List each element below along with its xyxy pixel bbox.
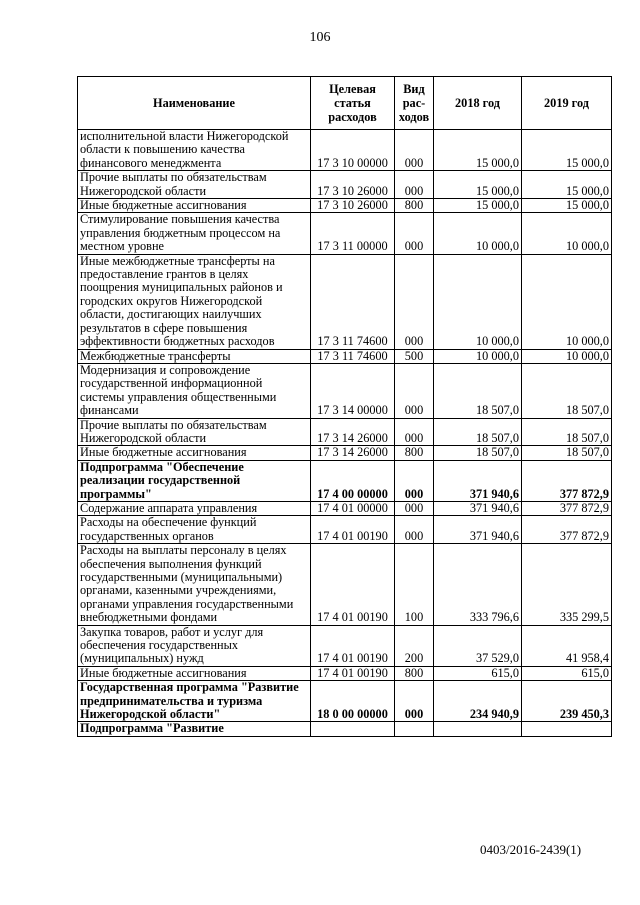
document-code: 0403/2016-2439(1) (480, 842, 582, 857)
cell-code: 17 3 10 26000 (311, 171, 395, 199)
cell-code: 17 3 14 00000 (311, 363, 395, 418)
cell-code (311, 722, 395, 736)
table-row (78, 171, 612, 199)
table-row (78, 418, 612, 446)
cell-code: 17 3 14 26000 (311, 446, 395, 460)
cell-amount-2019: 615,0 (522, 666, 612, 680)
table-row (78, 666, 612, 680)
cell-code: 17 3 11 74600 (311, 254, 395, 349)
header-2018: 2018 год (434, 77, 522, 130)
table-row (78, 722, 612, 736)
cell-amount-2019: 15 000,0 (522, 130, 612, 171)
cell-vid: 500 (395, 349, 434, 363)
header-2019: 2019 год (522, 77, 612, 130)
header-vid: Вид рас-ходов (395, 77, 434, 130)
cell-name: Прочие выплаты по обязательствам Нижегородской области (78, 171, 311, 199)
cell-vid: 000 (395, 501, 434, 515)
cell-amount-2018: 10 000,0 (434, 213, 522, 254)
cell-amount-2019: 41 958,4 (522, 625, 612, 666)
cell-amount-2018: 10 000,0 (434, 349, 522, 363)
cell-amount-2018: 15 000,0 (434, 171, 522, 199)
cell-amount-2018: 18 507,0 (434, 446, 522, 460)
cell-amount-2019: 377 872,9 (522, 516, 612, 544)
cell-name: Закупка товаров, работ и услуг для обеспечения государственных (муниципальных) нужд (78, 625, 311, 666)
cell-code: 17 4 01 00190 (311, 544, 395, 625)
cell-name: Подпрограмма "Развитие (78, 722, 311, 736)
cell-amount-2019: 377 872,9 (522, 460, 612, 501)
table-row (78, 363, 612, 418)
cell-name: Государственная программа "Развитие предпринимательства и туризма Нижегородской области" (78, 681, 311, 722)
cell-amount-2019: 239 450,3 (522, 681, 612, 722)
cell-amount-2018: 234 940,9 (434, 681, 522, 722)
cell-amount-2018: 18 507,0 (434, 418, 522, 446)
table-row (78, 349, 612, 363)
table-row (78, 544, 612, 625)
cell-name: Межбюджетные трансферты (78, 349, 311, 363)
cell-vid: 800 (395, 666, 434, 680)
cell-name: Иные бюджетные ассигнования (78, 666, 311, 680)
cell-vid: 000 (395, 516, 434, 544)
cell-name: Стимулирование повышения качества управления бюджетным процессом на местном уровне (78, 213, 311, 254)
cell-vid: 000 (395, 254, 434, 349)
cell-name: исполнительной власти Нижегородской области к повышению качества финансового менеджмента (78, 130, 311, 171)
cell-name: Иные бюджетные ассигнования (78, 446, 311, 460)
cell-name: Содержание аппарата управления (78, 501, 311, 515)
table-row (78, 130, 612, 171)
page-number: 106 (309, 30, 331, 45)
cell-code: 17 4 01 00190 (311, 666, 395, 680)
cell-amount-2018: 10 000,0 (434, 254, 522, 349)
cell-vid (395, 722, 434, 736)
cell-amount-2019: 10 000,0 (522, 349, 612, 363)
cell-name: Расходы на выплаты персоналу в целях обеспечения выполнения функций государственными (муниципальными) органами, казенными учреждениями, органами управления государственными внебюджетными фондами (78, 544, 311, 625)
cell-name: Иные бюджетные ассигнования (78, 199, 311, 213)
cell-code: 17 3 14 26000 (311, 418, 395, 446)
cell-vid: 800 (395, 446, 434, 460)
cell-vid: 000 (395, 681, 434, 722)
cell-amount-2018: 333 796,6 (434, 544, 522, 625)
header-code: Целевая статья расходов (311, 77, 395, 130)
cell-code: 17 4 01 00190 (311, 516, 395, 544)
cell-vid: 000 (395, 213, 434, 254)
table-row (78, 199, 612, 213)
cell-amount-2018: 18 507,0 (434, 363, 522, 418)
cell-amount-2018: 371 940,6 (434, 501, 522, 515)
cell-amount-2019: 335 299,5 (522, 544, 612, 625)
cell-code: 17 4 01 00000 (311, 501, 395, 515)
cell-amount-2019: 18 507,0 (522, 446, 612, 460)
cell-amount-2019: 18 507,0 (522, 418, 612, 446)
cell-vid: 200 (395, 625, 434, 666)
cell-vid: 000 (395, 418, 434, 446)
cell-amount-2018: 15 000,0 (434, 199, 522, 213)
cell-vid: 800 (395, 199, 434, 213)
cell-code: 17 3 11 74600 (311, 349, 395, 363)
cell-amount-2019: 10 000,0 (522, 213, 612, 254)
cell-amount-2018: 371 940,6 (434, 516, 522, 544)
cell-amount-2018: 615,0 (434, 666, 522, 680)
cell-name: Расходы на обеспечение функций государственных органов (78, 516, 311, 544)
cell-vid: 000 (395, 130, 434, 171)
cell-amount-2019: 377 872,9 (522, 501, 612, 515)
table-header-row (78, 77, 612, 130)
cell-amount-2018 (434, 722, 522, 736)
cell-vid: 000 (395, 460, 434, 501)
cell-amount-2018: 371 940,6 (434, 460, 522, 501)
cell-code: 18 0 00 00000 (311, 681, 395, 722)
cell-amount-2019: 15 000,0 (522, 171, 612, 199)
cell-name: Модернизация и сопровождение государственной информационной системы управления общественными финансами (78, 363, 311, 418)
cell-name: Иные межбюджетные трансферты на предоставление грантов в целях поощрения муниципальных районов и городских округов Нижегородской области, достигающих наилучших результатов в сфере повышения эффективности бюджетных расходов (78, 254, 311, 349)
cell-amount-2019 (522, 722, 612, 736)
cell-vid: 000 (395, 171, 434, 199)
table-row (78, 625, 612, 666)
table-row (78, 516, 612, 544)
header-name: Наименование (78, 77, 311, 130)
cell-code: 17 4 00 00000 (311, 460, 395, 501)
table-row (78, 446, 612, 460)
table-row (78, 681, 612, 722)
cell-vid: 000 (395, 363, 434, 418)
cell-amount-2019: 15 000,0 (522, 199, 612, 213)
cell-code: 17 3 10 26000 (311, 199, 395, 213)
cell-code: 17 4 01 00190 (311, 625, 395, 666)
cell-amount-2019: 18 507,0 (522, 363, 612, 418)
budget-table (77, 76, 612, 737)
cell-amount-2018: 15 000,0 (434, 130, 522, 171)
table-row (78, 254, 612, 349)
cell-name: Подпрограмма "Обеспечение реализации государственной программы" (78, 460, 311, 501)
cell-name: Прочие выплаты по обязательствам Нижегородской области (78, 418, 311, 446)
cell-vid: 100 (395, 544, 434, 625)
table-row (78, 501, 612, 515)
cell-code: 17 3 11 00000 (311, 213, 395, 254)
cell-amount-2018: 37 529,0 (434, 625, 522, 666)
cell-amount-2019: 10 000,0 (522, 254, 612, 349)
cell-code: 17 3 10 00000 (311, 130, 395, 171)
table-row (78, 460, 612, 501)
table-row (78, 213, 612, 254)
